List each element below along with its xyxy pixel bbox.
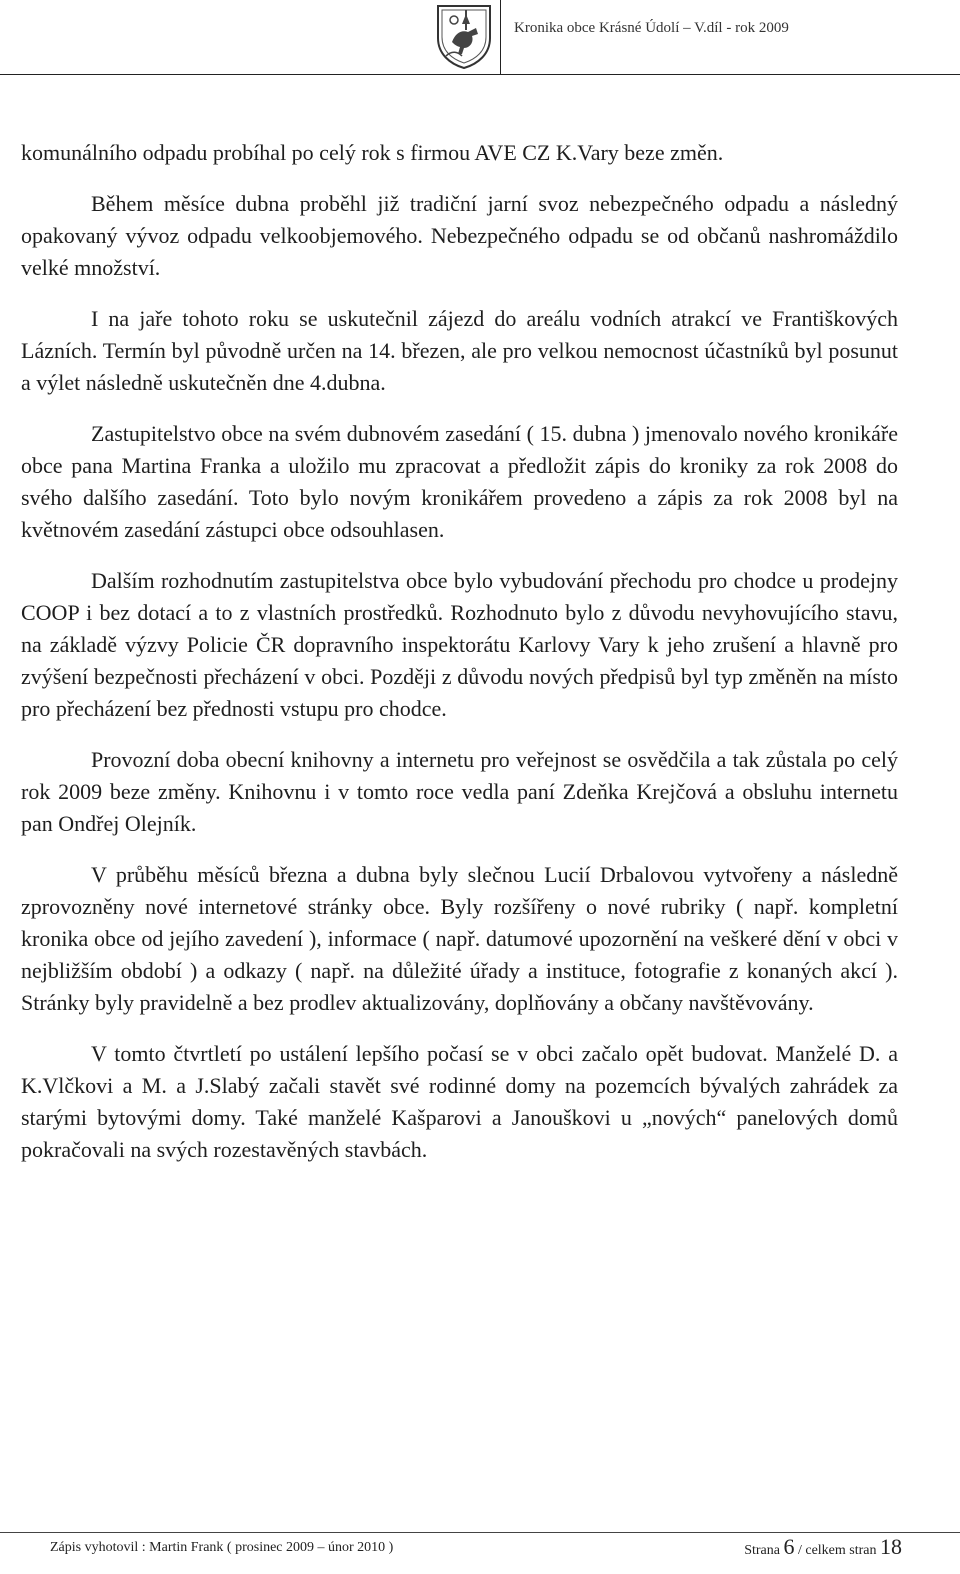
chronicle-title: Kronika obce Krásné Údolí – V.díl - rok 2009 [514,20,789,36]
header-rule [0,74,960,75]
coat-of-arms-icon [432,2,496,70]
paragraph: Během měsíce dubna proběhl již tradiční jarní svoz nebezpečného odpadu a následný opakovaný vývoz odpadu velkoobjemového. Nebezpečného odpadu se od občanů nashromáždilo velké množství. [21,191,898,280]
page-number: 6 [783,1534,795,1559]
page-content [21,137,898,1166]
paragraph: Dalším rozhodnutím zastupitelstva obce bylo vybudování přechodu pro chodce u prodejny COOP i bez dotací a to z vlastních prostředků. Rozhodnuto bylo z důvodu nevyhovujícího stavu, na základě výzvy Policie ČR dopravního inspektorátu Karlovy Vary k jeho zrušení a hlavně pro zvýšení bezpečnosti přecházení v obci. Později z důvodu nových předpisů byl typ změněn na místo pro přecházení bez přednosti vstupu pro chodce. [21,568,898,721]
footer-author: Zápis vyhotovil : Martin Frank ( prosinec 2009 – únor 2010 ) [50,1540,394,1555]
paragraph: V průběhu měsíců března a dubna byly slečnou Lucií Drbalovou vytvořeny a následně zprovozněny nové internetové stránky obce. Byly rozšířeny o nové rubriky ( např. kompletní kronika obce od jejího zavedení ), informace ( např. datumové upozornění na veškeré dění v obci v nejbližším období ) a odkazy ( např. na důležité úřady a instituce, fotografie z konaných akcí ). Stránky byly pravidelně a bez prodlev aktualizovány, doplňovány a občany navštěvovány. [21,862,898,1015]
paragraph: V tomto čtvrtletí po ustálení lepšího počasí se v obci začalo opět budovat. Manželé D. a K.Vlčkovi a M. a J.Slabý začali stavět své rodinné domy na pozemcích bývalých zahrádek za starými bytovými domy. Také manželé Kašparovi a Janouškovi u „nových“ panelových domů pokračovali na svých rozestavěných stavbách. [21,1041,898,1162]
header-divider [500,0,501,74]
page-label: Strana [744,1543,780,1558]
paragraph: Zastupitelstvo obce na svém dubnovém zasedání ( 15. dubna ) jmenovalo nového kronikáře obce pana Martina Franka a uložilo mu zpracovat a předložit zápis do kroniky za rok 2008 do svého dalšího zasedání. Toto bylo novým kronikářem provedeno a zápis za rok 2008 byl na květnovém zasedání zástupci obce odsouhlasen. [21,421,898,542]
paragraph: I na jaře tohoto roku se uskutečnil zájezd do areálu vodních atrakcí ve Františkových Lázních. Termín byl původně určen na 14. březen, ale pro velkou nemocnost účastníků byl posunut a výlet následně uskutečněn dne 4.dubna. [21,306,898,395]
paragraph: Provozní doba obecní knihovny a internetu pro veřejnost se osvědčila a tak zůstala po celý rok 2009 beze změny. Knihovnu i v tomto roce vedla paní Zdeňka Krejčová a obsluhu internetu pan Ondřej Olejník. [21,747,898,836]
page-footer [50,1534,902,1559]
total-pages: 18 [880,1534,902,1559]
footer-rule [0,1532,960,1533]
page-header [0,0,960,80]
page-counter [744,1534,902,1560]
total-label: / celkem stran [797,1543,877,1558]
paragraph: komunálního odpadu probíhal po celý rok s firmou AVE CZ K.Vary beze změn. [21,140,724,165]
